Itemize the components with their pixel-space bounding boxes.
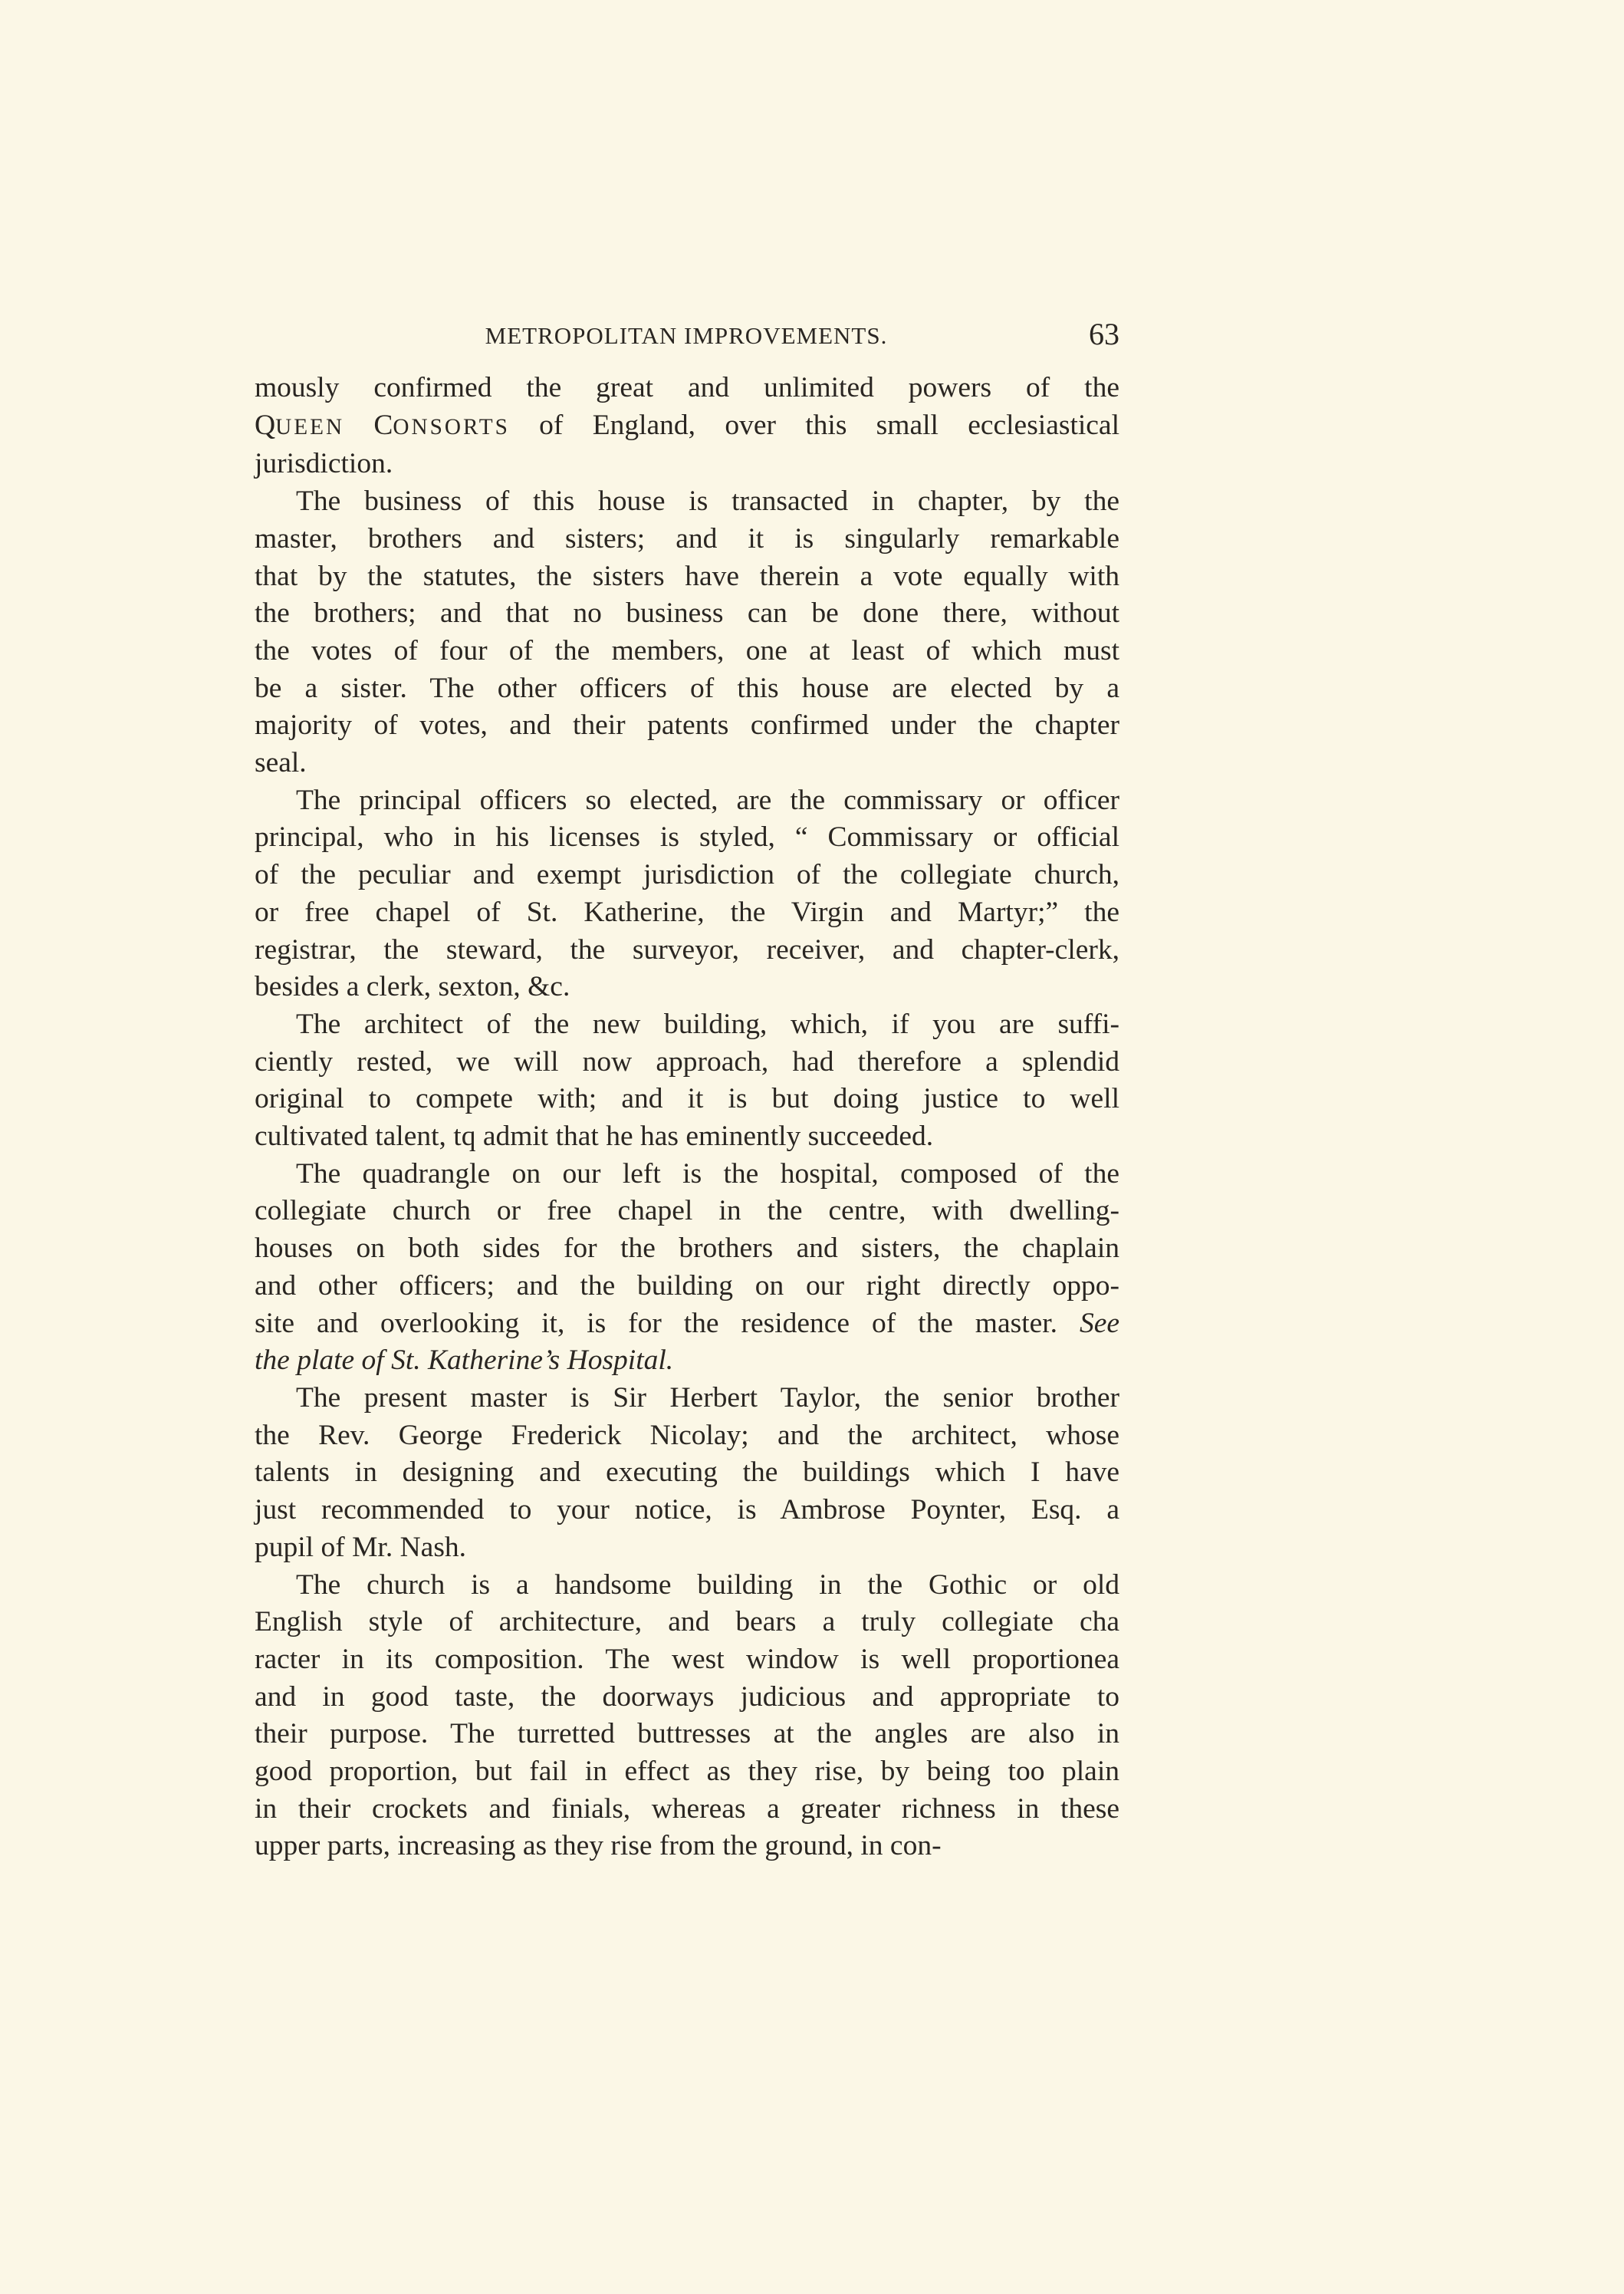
text-line: mously confirmed the great and unlimited powers of the bbox=[255, 372, 1119, 403]
text-line: majority of votes, and their patents confirmed under the chapter bbox=[255, 709, 1119, 742]
text-line: the votes of four of the members, one at least of which must bbox=[255, 634, 1119, 666]
text-line: The architect of the new building, which, if you are suffi- bbox=[296, 1008, 1119, 1040]
text-segment: See bbox=[1079, 1307, 1119, 1339]
text-line: talents in designing and executing the buildings which I have bbox=[255, 1456, 1119, 1489]
text-line: the Rev. George Frederick Nicolay; and the architect, whose bbox=[255, 1419, 1119, 1451]
body-text bbox=[255, 370, 1119, 1865]
text-line: be a sister. The other officers of this house are elected by a bbox=[255, 672, 1119, 704]
text-line: The quadrangle on our left is the hospital, composed of the bbox=[296, 1157, 1119, 1190]
text-segment: ONSORTS bbox=[393, 414, 510, 439]
text-line: and other officers; and the building on our right directly oppo- bbox=[255, 1269, 1119, 1302]
text-line: their purpose. The turretted buttresses at the angles are also in bbox=[255, 1718, 1119, 1750]
text-line: cultivated talent, tq admit that he has eminently succeeded. bbox=[255, 1121, 934, 1153]
text-line: collegiate church or free chapel in the centre, with dwelling- bbox=[255, 1195, 1119, 1227]
text-line: besides a clerk, sexton, &c. bbox=[255, 971, 570, 1003]
text-line: The business of this house is transacted in chapter, by the bbox=[296, 485, 1119, 518]
text-line: and in good taste, the doorways judicious and appropriate to bbox=[255, 1680, 1119, 1713]
text-line: The church is a handsome building in the Gothic or old bbox=[296, 1568, 1119, 1601]
text-line: that by the statutes, the sisters have therein a vote equally with bbox=[255, 560, 1119, 592]
paragraph bbox=[255, 1156, 1119, 1380]
text-line: of the peculiar and exempt jurisdiction of the collegiate church, bbox=[255, 859, 1119, 891]
text-segment: site and overlooking it, is for the residence of the master. bbox=[255, 1307, 1080, 1339]
paragraph bbox=[255, 1006, 1119, 1156]
text-line: jurisdiction. bbox=[255, 448, 393, 480]
text-line: just recommended to your notice, is Ambrose Poynter, Esq. a bbox=[255, 1494, 1119, 1526]
text-line: The principal officers so elected, are the commissary or officer bbox=[296, 784, 1119, 816]
text-line: in their crockets and finials, whereas a greater richness in these bbox=[255, 1792, 1119, 1825]
text-segment: UEEN bbox=[275, 414, 345, 439]
text-segment: the plate of St. Katherine’s Hospital. bbox=[255, 1344, 674, 1377]
text-line: upper parts, increasing as they rise from the ground, in con- bbox=[255, 1830, 942, 1862]
running-title: METROPOLITAN IMPROVEMENTS. bbox=[485, 322, 888, 349]
text-line: pupil of Mr. Nash. bbox=[255, 1531, 467, 1563]
paragraph bbox=[255, 1380, 1119, 1567]
text-line: registrar, the steward, the surveyor, receiver, and chapter-clerk, bbox=[255, 933, 1119, 966]
paragraph bbox=[255, 1567, 1119, 1866]
text-line: ciently rested, we will now approach, had therefore a splendid bbox=[255, 1045, 1119, 1078]
text-line: English style of architecture, and bears a truly collegiate cha bbox=[255, 1606, 1119, 1638]
paragraph bbox=[255, 782, 1119, 1006]
text-line: seal. bbox=[255, 747, 307, 779]
text-line bbox=[255, 1305, 1119, 1343]
text-line: the brothers; and that no business can be done there, without bbox=[255, 597, 1119, 630]
paragraph bbox=[255, 483, 1119, 782]
text-line: master, brothers and sisters; and it is singularly remarkable bbox=[255, 522, 1119, 555]
text-line bbox=[255, 407, 1119, 446]
text-line: good proportion, but fail in effect as they rise, by being too plain bbox=[255, 1756, 1119, 1788]
text-segment: of England, over this small ecclesiastical bbox=[509, 409, 1119, 441]
paragraph bbox=[255, 370, 1119, 483]
text-line bbox=[255, 1342, 1119, 1380]
text-segment: Q bbox=[255, 409, 276, 441]
text-line: principal, who in his licenses is styled, “ Commissary or official bbox=[255, 821, 1119, 854]
page-number: 63 bbox=[1089, 317, 1119, 351]
text-line: houses on both sides for the brothers and sisters, the chaplain bbox=[255, 1233, 1119, 1265]
text-line: The present master is Sir Herbert Taylor, the senior brother bbox=[296, 1381, 1119, 1414]
text-line: or free chapel of St. Katherine, the Virgin and Martyr;” the bbox=[255, 896, 1119, 928]
running-head bbox=[253, 316, 1119, 362]
text-segment: C bbox=[344, 409, 393, 441]
text-line: original to compete with; and it is but doing justice to well bbox=[255, 1083, 1119, 1115]
text-line: racter in its composition. The west window is well proportionea bbox=[255, 1643, 1119, 1675]
